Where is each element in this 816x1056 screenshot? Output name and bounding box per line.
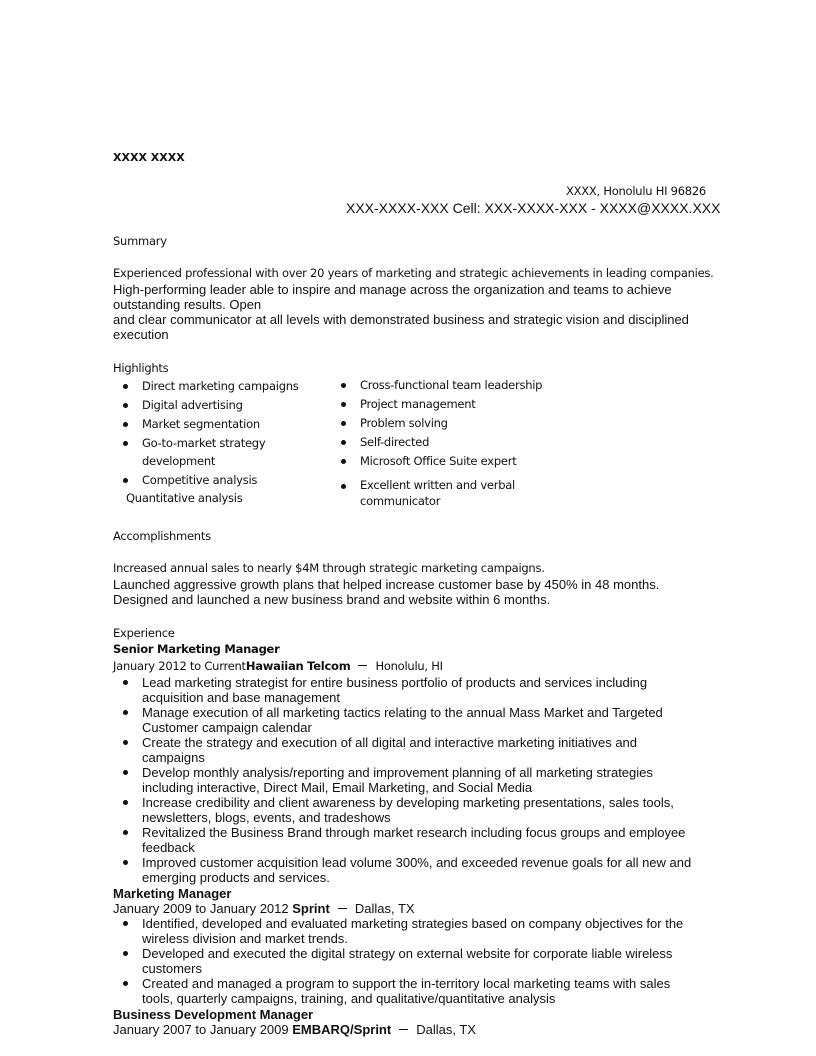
job-title: Senior Marketing Manager [113,642,280,656]
address-line: XXXX, Honolulu HI 96826 [566,184,706,198]
list-item: Excellent written and verbal communicator [331,477,530,509]
list-item: Go-to-market strategy development [113,434,272,470]
job-location: Honolulu, HI [375,659,443,673]
job-bullets [113,675,703,885]
list-item: Direct marketing campaigns [113,377,313,395]
list-item: Problem solving [331,414,551,432]
highlights-heading: Highlights [113,361,169,375]
list-item: Cross-functional team leadership [331,376,551,394]
summary-line-3: outstanding results. Open [113,297,262,312]
accomplishment-line-1: Increased annual sales to nearly $4M through strategic marketing campaigns. [113,561,545,575]
dash-separator [399,1029,408,1030]
job-company: Sprint [292,901,330,916]
highlights-right-list [331,376,551,510]
job-company: Hawaiian Telcom [245,659,351,673]
job-dates: January 2009 to January 2012 [113,901,289,916]
contact-line: XXX-XXXX-XXX Cell: XXX-XXXX-XXX - XXXX@XXXX.XXX [346,200,721,216]
job-meta [113,901,415,916]
list-item: Identified, developed and evaluated marketing strategies based on company objectives for the wireless division and market trends. [113,916,703,946]
accomplishment-line-2: Launched aggressive growth plans that helped increase customer base by 450% in 48 months. [113,577,660,592]
highlights-left-list [113,377,313,490]
experience-heading: Experience [113,626,175,640]
job-location: Dallas, TX [354,901,415,916]
job-title: Business Development Manager [113,1007,314,1022]
dash-separator [338,908,347,909]
job-company: EMBARQ/Sprint [292,1022,392,1037]
list-item: Microsoft Office Suite expert [331,452,551,470]
list-item: Created and managed a program to support the in-territory local marketing teams with sales tools, quarterly campaigns, training, and qualitative/quantitative analysis [113,976,703,1006]
list-item: Improved customer acquisition lead volume 300%, and exceeded revenue goals for all new and emerging products and services. [113,855,703,885]
job-meta [113,1022,476,1037]
list-item: Create the strategy and execution of all digital and interactive marketing initiatives and campaigns [113,735,703,765]
job-location: Dallas, TX [416,1022,476,1037]
job-dates: January 2012 to Current [113,659,246,673]
list-item: Increase credibility and client awareness by developing marketing presentations, sales tools, newsletters, blogs, events, and tradeshows [113,795,703,825]
job-meta [113,659,443,673]
list-item: Develop monthly analysis/reporting and improvement planning of all marketing strategies including interactive, Direct Mail, Email Marketing, and Social Media [113,765,703,795]
candidate-name: XXXX XXXX [113,151,185,164]
list-item: Competitive analysis [113,471,313,489]
highlight-quantitative-analysis: Quantitative analysis [126,491,243,505]
list-item: Revitalized the Business Brand through market research including focus groups and employee feedback [113,825,703,855]
summary-line-4: and clear communicator at all levels with demonstrated business and strategic vision and disciplined [113,312,689,327]
summary-heading: Summary [113,234,167,248]
list-item: Manage execution of all marketing tactics relating to the annual Mass Market and Targeted Customer campaign calendar [113,705,703,735]
list-item: Project management [331,395,551,413]
job-title: Marketing Manager [113,886,232,901]
summary-line-2: High-performing leader able to inspire and manage across the organization and teams to achieve [113,282,672,297]
list-item: Lead marketing strategist for entire business portfolio of products and services including acquisition and base management [113,675,703,705]
dash-separator [358,665,367,666]
job-bullets [113,916,703,1006]
job-dates: January 2007 to January 2009 [113,1022,289,1037]
list-item: Digital advertising [113,396,313,414]
list-item: Market segmentation [113,415,313,433]
accomplishments-heading: Accomplishments [113,529,211,543]
summary-line-1: Experienced professional with over 20 years of marketing and strategic achievements in leading companies. [113,266,714,280]
list-item: Self-directed [331,433,551,451]
list-item: Developed and executed the digital strategy on external website for corporate liable wireless customers [113,946,703,976]
summary-line-5: execution [113,327,169,342]
accomplishment-line-3: Designed and launched a new business brand and website within 6 months. [113,592,551,607]
